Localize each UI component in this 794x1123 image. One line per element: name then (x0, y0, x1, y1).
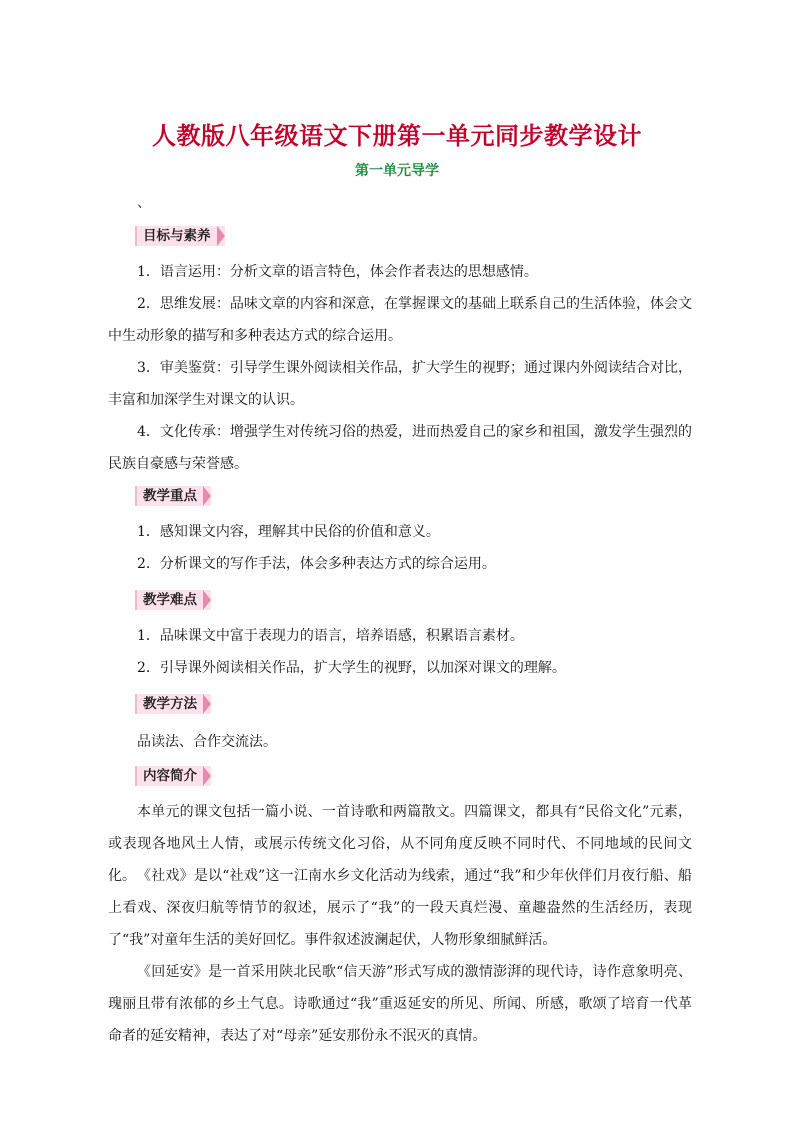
goal-item: 4．文化传承：增强学生对传统习俗的热爱，进而热爱自己的家乡和祖国，激发学生强烈的民族自豪感与荣誉感。 (108, 424, 692, 472)
chevron-right-icon (203, 694, 211, 714)
goal-item: 1．语言运用：分析文章的语言特色，体会作者表达的思想感情。 (137, 264, 538, 280)
section-heading-difficulties (135, 590, 211, 610)
section-heading-summary (135, 766, 211, 786)
section-heading-label: 内容简介 (135, 766, 203, 786)
goal-item: 3．审美鉴赏：引导学生课外阅读相关作品，扩大学生的视野；通过课内外阅读结合对比，丰富和加深学生对课文的认识。 (108, 360, 692, 408)
chevron-right-icon (217, 226, 225, 246)
difficulty-item: 2．引导课外阅读相关作品，扩大学生的视野，以加深对课文的理解。 (137, 660, 566, 676)
chevron-right-icon (203, 766, 211, 786)
stray-mark: 、 (137, 195, 151, 211)
summary-paragraph: 《回延安》是一首采用陕北民歌“信天游”形式写成的激情澎湃的现代诗，诗作意象明亮、瑰丽且带有浓郁的乡土气息。诗歌通过“我”重返延安的所见、所闻、所感，歌颂了培育一代革命者的延安精神，表达了对“母亲”延安那份永不泯灭的真情。 (108, 964, 692, 1044)
summary-paragraph: 本单元的课文包括一篇小说、一首诗歌和两篇散文。四篇课文，都具有“民俗文化”元素，或表现各地风土人情，或展示传统文化习俗，从不同角度反映不同时代、不同地域的民间文化。 (108, 804, 692, 884)
goal-item: 2．思维发展：品味文章的内容和深意，在掌握课文的基础上联系自己的生活体验，体会文中生动形象的描写和多种表达方式的综合运用。 (108, 296, 692, 344)
document-subtitle: 第一单元导学 (355, 163, 439, 179)
key-point-item: 1．感知课文内容，理解其中民俗的价值和意义。 (137, 524, 440, 540)
section-heading-label: 教学难点 (135, 590, 203, 610)
section-heading-goals (135, 226, 225, 246)
section-heading-label: 目标与素养 (135, 226, 217, 246)
document-title: 人教版八年级语文下册第一单元同步教学设计 (152, 122, 642, 150)
section-heading-label: 教学重点 (135, 486, 203, 506)
section-heading-key-points (135, 486, 211, 506)
section-heading-methods (135, 694, 211, 714)
key-point-item: 2．分析课文的写作手法，体会多种表达方式的综合运用。 (137, 556, 496, 572)
chevron-right-icon (203, 486, 211, 506)
methods-text: 品读法、合作交流法。 (137, 734, 277, 750)
difficulty-item: 1．品味课文中富于表现力的语言，培养语感，积累语言素材。 (137, 628, 524, 644)
section-heading-label: 教学方法 (135, 694, 203, 714)
chevron-right-icon (203, 590, 211, 610)
summary-paragraph: 《社戏》是以“社戏”这一江南水乡文化活动为线索，通过“我”和少年伙伴们月夜行船、船上看戏、深夜归航等情节的叙述，展示了“我”的一段天真烂漫、童趣盎然的生活经历，表现了“我”对童年生活的美好回忆。事件叙述波澜起伏，人物形象细腻鲜活。 (108, 868, 692, 948)
